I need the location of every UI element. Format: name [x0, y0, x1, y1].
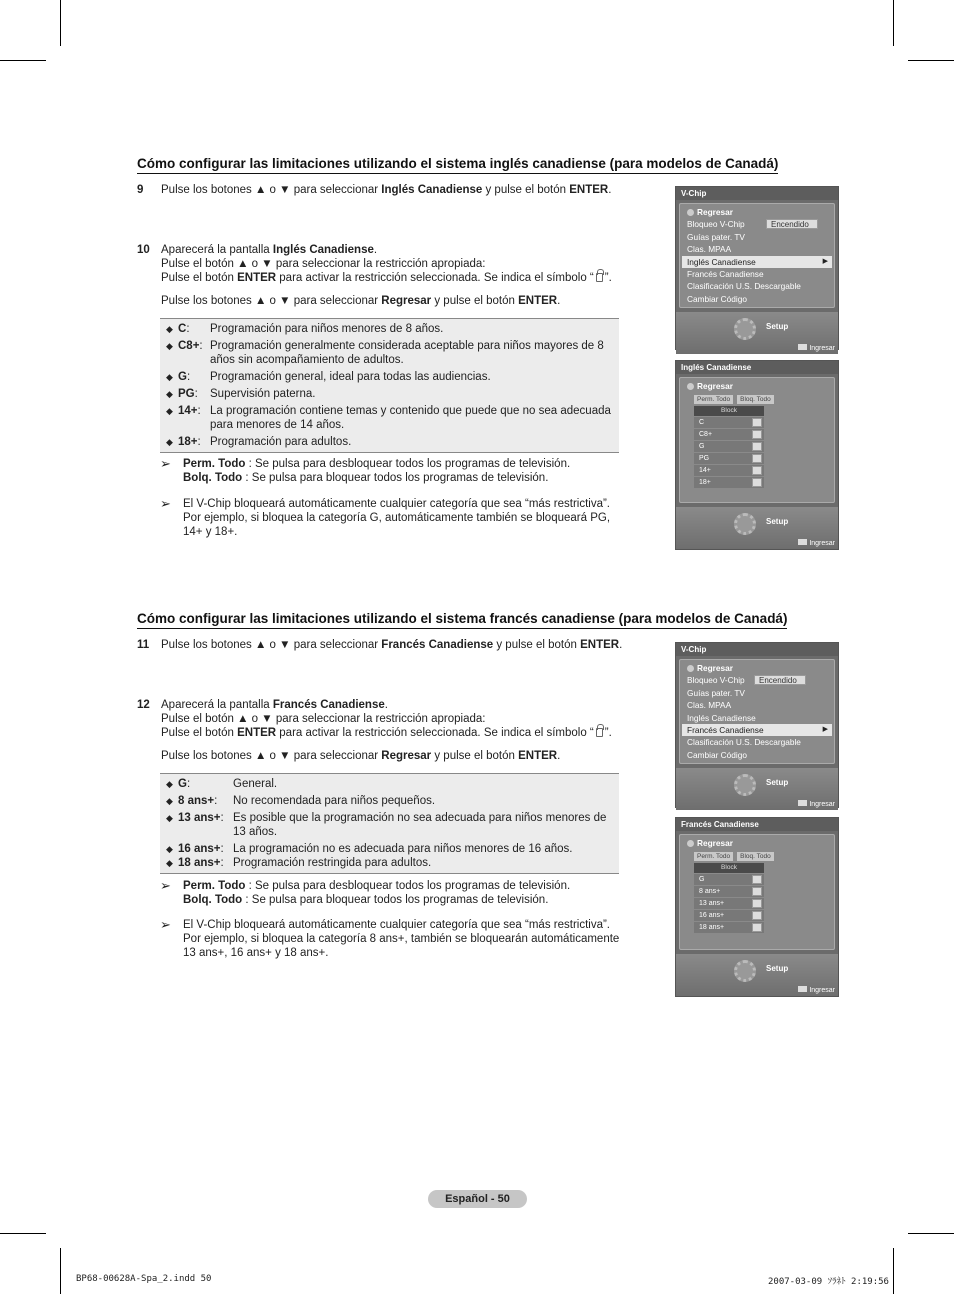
step-text: Pulse los botones ▲ o ▼ para seleccionar [161, 639, 382, 651]
step-text: Pulse los botones ▲ o ▼ para seleccionar [161, 295, 382, 307]
note-bold: Perm. Todo [183, 458, 246, 470]
menu-label: Bloqueo V-Chip [687, 675, 745, 686]
bullet-icon: ◆ [166, 406, 173, 416]
step-bold: Francés Canadiense [272, 699, 385, 711]
step-text: Pulse los botones ▲ o ▼ para seleccionar [161, 750, 382, 762]
menu-label: Regresar [697, 838, 733, 848]
note-text: : Se pulsa para desbloquear todos los programas de televisión. [245, 880, 571, 892]
step-text: . [384, 699, 388, 711]
menu-panel [679, 203, 835, 308]
rating-label: 16 ans+ [699, 912, 725, 920]
setup-label: Setup [766, 517, 789, 526]
rating-row-g[interactable] [694, 874, 764, 885]
note-bold: Perm. Todo [183, 880, 246, 892]
return-icon [687, 665, 694, 672]
menu-item-mpaa[interactable]: Clas. MPAA [687, 700, 732, 711]
step-text: Pulse el botón ▲ o ▼ para seleccionar la restricción apropiada: [161, 258, 486, 270]
screen-footer [676, 507, 838, 549]
menu-item-frances[interactable]: Francés Canadiense [687, 268, 764, 279]
note-vchip-french [160, 918, 630, 960]
step-10 [137, 243, 627, 308]
rating-label: G [699, 443, 705, 451]
enter-label: Ingresar [809, 540, 835, 547]
rating-label: C [699, 419, 705, 427]
step-text: Aparecerá la pantalla [161, 699, 273, 711]
return-icon [687, 840, 694, 847]
arrow-right-icon: ▶ [822, 257, 828, 265]
menu-item-mpaa[interactable]: Clas. MPAA [687, 244, 732, 255]
rating-row: ◆ 18+: Programación para adultos. [166, 435, 613, 449]
bloq-todo-button[interactable]: Bloq. Todo [737, 395, 774, 404]
return-icon [687, 383, 694, 390]
button-group [694, 852, 834, 861]
rating-code: C [178, 323, 187, 335]
rating-label: C8+ [699, 431, 713, 439]
rating-desc: Supervisión paterna. [210, 388, 316, 400]
bloq-todo-button[interactable]: Bloq. Todo [737, 852, 774, 861]
step-text: Pulse los botones ▲ o ▼ para seleccionar [161, 184, 382, 196]
gear-icon [734, 318, 756, 340]
rating-label: PG [699, 455, 710, 463]
note-vchip-english [160, 497, 630, 539]
enter-label: Ingresar [809, 801, 835, 809]
menu-panel [679, 377, 835, 503]
bullet-icon: ◆ [166, 437, 173, 447]
rating-row: ◆ C8+: Programación generalmente considerada aceptable para niños mayores de 8 años sin acompañamiento de adultos. [166, 339, 613, 367]
note-bold: Bolq. Todo [183, 472, 243, 484]
lock-icon [752, 887, 762, 896]
ratings-table-english [160, 318, 619, 453]
rating-label: G [699, 876, 705, 884]
rating-desc: Programación generalmente considerada aceptable para niños mayores de 8 años sin acompañamiento de adultos. [210, 340, 604, 366]
menu-label: Regresar [697, 663, 733, 673]
block-header: Block [694, 863, 764, 873]
print-footer-timestamp: 2007-03-09 ｿﾗﾈﾄ 2:19:56 [768, 1277, 889, 1287]
rating-code: 14+ [178, 405, 198, 417]
bullet-icon: ◆ [166, 858, 173, 868]
step-bold: ENTER [518, 295, 558, 307]
lock-icon [752, 442, 762, 451]
page-number-badge: Español - 50 [428, 1190, 527, 1208]
rating-row: ◆ 16 ans+: La programación no es adecuada para niños menores de 16 años. [166, 842, 613, 856]
bullet-icon: ◆ [166, 796, 173, 806]
section-title-english: Cómo configurar las limitaciones utilizando el sistema inglés canadiense (para modelos de Canadá) [137, 156, 778, 174]
rating-code: 18+ [178, 436, 198, 448]
step-bold: Francés Canadiense [381, 639, 494, 651]
menu-item-frances[interactable] [682, 724, 832, 736]
rating-desc: La programación no es adecuada para niños menores de 16 años. [233, 843, 573, 855]
rating-desc: La programación contiene temas y contenido que puede que no sea adecuada para menores de 14 años. [210, 405, 611, 431]
step-text: . [557, 295, 561, 307]
menu-label: Francés Canadiense [687, 724, 764, 735]
rating-row: ◆ 18 ans+: Programación restringida para adultos. [166, 856, 613, 870]
arrow-icon: ➢ [160, 917, 171, 932]
note-bold: Bolq. Todo [183, 894, 243, 906]
crop-mark [893, 1248, 894, 1294]
rating-code: 13 ans+ [178, 812, 221, 824]
tv-screen-ingles [675, 360, 839, 550]
rating-desc: No recomendada para niños pequeños. [233, 795, 436, 807]
rating-code: 18 ans+ [178, 857, 221, 869]
screen-header: Francés Canadiense [676, 818, 838, 831]
rating-label: 13 ans+ [699, 900, 725, 908]
step-text: . [557, 750, 561, 762]
rating-row: ◆ C: Programación para niños menores de 8 años. [166, 322, 613, 336]
rating-row: ◆ PG: Supervisión paterna. [166, 387, 613, 401]
screen-footer [676, 312, 838, 354]
rating-row: ◆ 8 ans+: No recomendada para niños pequeños. [166, 794, 613, 808]
rating-desc: Programación para adultos. [210, 436, 352, 448]
lock-icon [752, 454, 762, 463]
menu-item-regresar[interactable] [680, 662, 834, 674]
section-title-french: Cómo configurar las limitaciones utilizando el sistema francés canadiense (para modelos de Canadá) [137, 611, 787, 629]
step-bold: Regresar [381, 295, 432, 307]
gear-icon [734, 774, 756, 796]
rating-code: PG [178, 388, 195, 400]
lock-icon [752, 899, 762, 908]
crop-mark [908, 60, 954, 61]
step-text: ”. [604, 272, 612, 284]
tv-screen-vchip-1 [675, 186, 839, 353]
menu-panel [679, 659, 835, 764]
step-text: . [608, 184, 612, 196]
menu-item-ingles[interactable]: Inglés Canadiense [687, 712, 756, 723]
crop-mark [0, 1233, 46, 1234]
bullet-icon: ◆ [166, 341, 173, 351]
crop-mark [60, 0, 61, 46]
menu-label: Inglés Canadiense [687, 256, 756, 267]
perm-todo-button[interactable]: Perm. Todo [694, 852, 733, 861]
rating-row-16[interactable] [694, 910, 764, 921]
arrow-right-icon: ▶ [822, 725, 828, 733]
step-12 [137, 698, 627, 763]
note-perm-bloq-french [160, 879, 630, 907]
rating-desc: Programación restringida para adultos. [233, 857, 432, 869]
step-bold: Regresar [381, 750, 432, 762]
screen-footer [676, 768, 838, 810]
enter-key-icon [798, 539, 807, 545]
step-bold: ENTER [580, 639, 620, 651]
screen-header: V-Chip [676, 187, 838, 200]
menu-label: Regresar [697, 207, 733, 217]
enter-key-icon [798, 986, 807, 992]
crop-mark [0, 60, 46, 61]
rating-desc: Es posible que la programación no sea adecuada para niños menores de 13 años. [233, 812, 607, 838]
note-text: El V-Chip bloqueará automáticamente cualquier categoría que sea “más restrictiva”. Por ejemplo, si bloquea la categoría G, automáticamente también se bloqueará PG, 14+ y 18+. [183, 498, 611, 538]
note-text: : Se pulsa para bloquear todos los programas de televisión. [242, 894, 549, 906]
crop-mark [60, 1248, 61, 1294]
step-text: ”. [604, 727, 612, 739]
step-text: Pulse el botón [161, 727, 238, 739]
screen-header: V-Chip [676, 643, 838, 656]
step-11 [137, 638, 627, 652]
rating-row: ◆ G: Programación general, ideal para todas las audiencias. [166, 370, 613, 384]
bullet-icon: ◆ [166, 324, 173, 334]
enter-label: Ingresar [809, 345, 835, 353]
note-text: El V-Chip bloqueará automáticamente cualquier categoría que sea “más restrictiva”. Por ejemplo, si bloquea la categoría 8 ans+, también se bloquearán automáticamente 13 ans+, 16 ans+ y 18 ans+. [183, 919, 620, 959]
lock-icon [596, 728, 603, 737]
enter-hint [798, 800, 835, 808]
enter-key-icon [798, 344, 807, 350]
menu-item-guias[interactable]: Guías pater. TV [687, 687, 745, 698]
setup-label: Setup [766, 964, 789, 973]
rating-row-8[interactable] [694, 886, 764, 897]
ratings-table-french [160, 773, 619, 874]
enter-key-icon [798, 800, 807, 806]
step-text: y pulse el botón [482, 184, 570, 196]
step-bold: Inglés Canadiense [381, 184, 483, 196]
menu-item-us-descargable[interactable]: Clasificación U.S. Descargable [687, 737, 801, 748]
step-9 [137, 183, 627, 197]
note-perm-bloq-english [160, 457, 630, 485]
gear-icon [734, 513, 756, 535]
menu-label: Regresar [697, 381, 733, 391]
menu-label: Bloqueo V-Chip [687, 219, 745, 230]
screen-header: Inglés Canadiense [676, 361, 838, 374]
rating-row: ◆ 14+: La programación contiene temas y contenido que puede que no sea adecuada para menores de 14 años. [166, 404, 613, 432]
lock-icon [752, 466, 762, 475]
enter-hint [798, 986, 835, 994]
lock-icon [752, 875, 762, 884]
setup-label: Setup [766, 778, 789, 788]
menu-item-guias[interactable]: Guías pater. TV [687, 231, 745, 242]
rating-row-c[interactable] [694, 417, 764, 428]
step-text: Pulse el botón [161, 272, 238, 284]
bullet-icon: ◆ [166, 389, 173, 399]
rating-code: C8+ [178, 340, 200, 352]
rating-row-c8[interactable] [694, 429, 764, 440]
step-bold: ENTER [237, 272, 277, 284]
tv-screen-frances [675, 817, 839, 997]
rating-row: ◆ G: General. [166, 777, 613, 791]
rating-desc: General. [233, 778, 278, 790]
tv-screen-vchip-2 [675, 642, 839, 808]
menu-item-us-descargable[interactable]: Clasificación U.S. Descargable [687, 281, 801, 292]
menu-item-regresar[interactable] [680, 206, 834, 218]
rating-label: 18+ [699, 479, 711, 487]
step-text: y pulse el botón [431, 295, 519, 307]
step-bold: ENTER [518, 750, 558, 762]
step-text: Pulse el botón ▲ o ▼ para seleccionar la restricción apropiada: [161, 713, 486, 725]
step-number: 9 [137, 184, 144, 196]
rating-code: 8 ans+ [178, 795, 215, 807]
bullet-icon: ◆ [166, 844, 173, 854]
lock-icon [596, 273, 603, 282]
step-number: 10 [137, 244, 150, 256]
arrow-icon: ➢ [160, 496, 171, 511]
rating-label: 8 ans+ [699, 888, 721, 896]
rating-row-18[interactable] [694, 477, 764, 488]
lock-icon [752, 911, 762, 920]
return-icon [687, 209, 694, 216]
step-text: y pulse el botón [431, 750, 519, 762]
gear-icon [734, 960, 756, 982]
bullet-icon: ◆ [166, 372, 173, 382]
setup-label: Setup [766, 322, 789, 332]
step-text: para activar la restricción seleccionada. Se indica el símbolo “ [276, 727, 594, 739]
print-footer-file: BP68-00628A-Spa_2.indd 50 [76, 1274, 212, 1284]
lock-icon [752, 418, 762, 427]
screen-footer [676, 954, 838, 996]
menu-panel [679, 834, 835, 950]
menu-item-regresar[interactable] [680, 380, 834, 392]
step-text: para activar la restricción seleccionada. Se indica el símbolo “ [276, 272, 594, 284]
crop-mark [908, 1233, 954, 1234]
menu-item-bloqueo[interactable] [680, 674, 834, 686]
menu-item-ingles[interactable] [682, 256, 832, 268]
menu-item-cambiar-codigo[interactable]: Cambiar Código [687, 293, 747, 304]
enter-label: Ingresar [809, 987, 835, 994]
step-bold: Inglés Canadiense [272, 244, 374, 256]
enter-hint [798, 539, 835, 547]
bullet-icon: ◆ [166, 813, 173, 823]
lock-icon [752, 478, 762, 487]
rating-code: G [178, 371, 187, 383]
menu-item-bloqueo[interactable] [680, 218, 834, 230]
step-text: y pulse el botón [493, 639, 581, 651]
arrow-icon: ➢ [160, 456, 171, 471]
note-text: : Se pulsa para bloquear todos los programas de televisión. [242, 472, 549, 484]
rating-row-pg[interactable] [694, 453, 764, 464]
perm-todo-button[interactable]: Perm. Todo [694, 395, 733, 404]
lock-icon [752, 923, 762, 932]
button-group [694, 395, 834, 404]
note-text: : Se pulsa para desbloquear todos los programas de televisión. [245, 458, 571, 470]
rating-label: 14+ [699, 467, 711, 475]
step-text: Aparecerá la pantalla [161, 244, 273, 256]
rating-row-13[interactable] [694, 898, 764, 909]
step-number: 12 [137, 699, 150, 711]
step-text: . [619, 639, 623, 651]
rating-code: G [178, 778, 187, 790]
step-number: 11 [137, 639, 150, 651]
block-header: Block [694, 406, 764, 416]
menu-item-regresar[interactable] [680, 837, 834, 849]
bullet-icon: ◆ [166, 779, 173, 789]
menu-item-cambiar-codigo[interactable]: Cambiar Código [687, 749, 747, 760]
step-text: . [373, 244, 378, 256]
rating-row-14[interactable] [694, 465, 764, 476]
rating-row-g[interactable] [694, 441, 764, 452]
rating-row-18[interactable] [694, 922, 764, 933]
crop-mark [893, 0, 894, 46]
step-bold: ENTER [569, 184, 609, 196]
rating-desc: Programación general, ideal para todas las audiencias. [210, 371, 491, 383]
step-bold: ENTER [237, 727, 277, 739]
rating-code: 16 ans+ [178, 843, 221, 855]
menu-value: Encendido [754, 675, 806, 685]
enter-hint [798, 344, 835, 352]
rating-row: ◆ 13 ans+: Es posible que la programación no sea adecuada para niños menores de 13 años. [166, 811, 613, 839]
lock-icon [752, 430, 762, 439]
rating-label: 18 ans+ [699, 924, 725, 932]
rating-desc: Programación para niños menores de 8 años. [210, 323, 444, 335]
arrow-icon: ➢ [160, 878, 171, 893]
menu-value: Encendido [766, 219, 818, 229]
